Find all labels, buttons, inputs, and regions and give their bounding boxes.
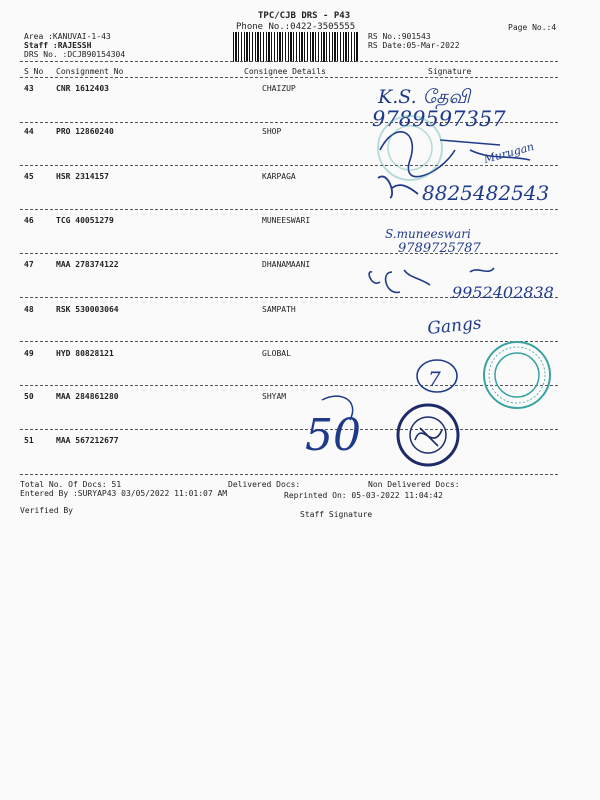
handwritten-phone: 9789597357 [372, 107, 506, 131]
row-consignee: MUNEESWARI [262, 216, 311, 225]
non-delivered-docs: Non Delivered Docs: [368, 480, 460, 489]
area-field: Area :KANUVAI-1-43 [24, 32, 111, 41]
row-sno: 46 [24, 216, 34, 225]
handwritten-signature: Gangs [426, 313, 483, 339]
signature-text: Murugan [482, 140, 536, 166]
document-title: TPC/CJB DRS - P43 [258, 11, 351, 21]
column-header-consignee: Consignee Details [244, 67, 326, 76]
row-consignee: SHOP [262, 127, 282, 136]
delivered-docs: Delivered Docs: [228, 480, 301, 489]
row-sno: 43 [24, 84, 34, 93]
row-sno: 49 [24, 349, 34, 358]
delivery-stamp [398, 405, 458, 465]
company-stamp [484, 342, 550, 408]
rs-date: RS Date:05-Mar-2022 [368, 41, 460, 50]
staff-signature: Staff Signature [300, 510, 373, 519]
rs-number: RS No.:901543 [368, 32, 431, 41]
drs-number: DRS No. :DCJB90154304 [24, 50, 126, 59]
column-header-signature: Signature [428, 67, 472, 76]
row-sno: 51 [24, 436, 34, 445]
row-consignment: CNR 1612403 [56, 84, 109, 93]
row-consignment: MAA 567212677 [56, 436, 119, 445]
row-consignment: TCG 40051279 [56, 216, 114, 225]
handwritten-phone: 9789725787 [398, 241, 481, 256]
row-consignee: SAMPATH [262, 305, 296, 314]
row-consignee: SHYAM [262, 392, 287, 401]
row-consignee: CHAIZUP [262, 84, 296, 93]
row-consignment: HSR 2314157 [56, 172, 109, 181]
staff-field: Staff :RAJESSH [24, 41, 92, 50]
row-consignment: PRO 12860240 [56, 127, 114, 136]
row-sno: 47 [24, 260, 34, 269]
handwritten-name: K.S. தேவி [378, 86, 471, 108]
handwritten-phone: 9952402838 [452, 283, 554, 302]
row-sno: 44 [24, 127, 34, 136]
row-sno: 50 [24, 392, 34, 401]
row-consignment: MAA 278374122 [56, 260, 119, 269]
row-consignee: GLOBAL [262, 349, 291, 358]
total-docs: Total No. Of Docs: 51 [20, 480, 122, 489]
handwritten-name: S.muneeswari [385, 227, 471, 241]
handwritten-number: 50 [305, 410, 361, 461]
row-consignment: RSK 530003064 [56, 305, 119, 314]
entered-by: Entered By :SURYAP43 03/05/2022 11:01:07 AM [20, 489, 228, 498]
handwritten-phone: 8825482543 [422, 181, 550, 205]
row-sno: 45 [24, 172, 34, 181]
faint-stamp [378, 116, 442, 180]
row-consignee: DHANAMAANI [262, 260, 311, 269]
verified-by: Verified By [20, 506, 73, 515]
column-header-sno: S No [24, 67, 44, 76]
column-header-consignment: Consignment No [56, 67, 124, 76]
page-number: Page No.:4 [508, 23, 557, 32]
row-consignment: HYD 80828121 [56, 349, 114, 358]
row-sno: 48 [24, 305, 34, 314]
reprinted-on: Reprinted On: 05-03-2022 11:04:42 [284, 491, 443, 500]
phone-number: Phone No.:0422-3505555 [236, 22, 356, 32]
handwritten-mark: 7 [428, 367, 441, 391]
row-consignment: MAA 284861280 [56, 392, 119, 401]
row-consignee: KARPAGA [262, 172, 296, 181]
